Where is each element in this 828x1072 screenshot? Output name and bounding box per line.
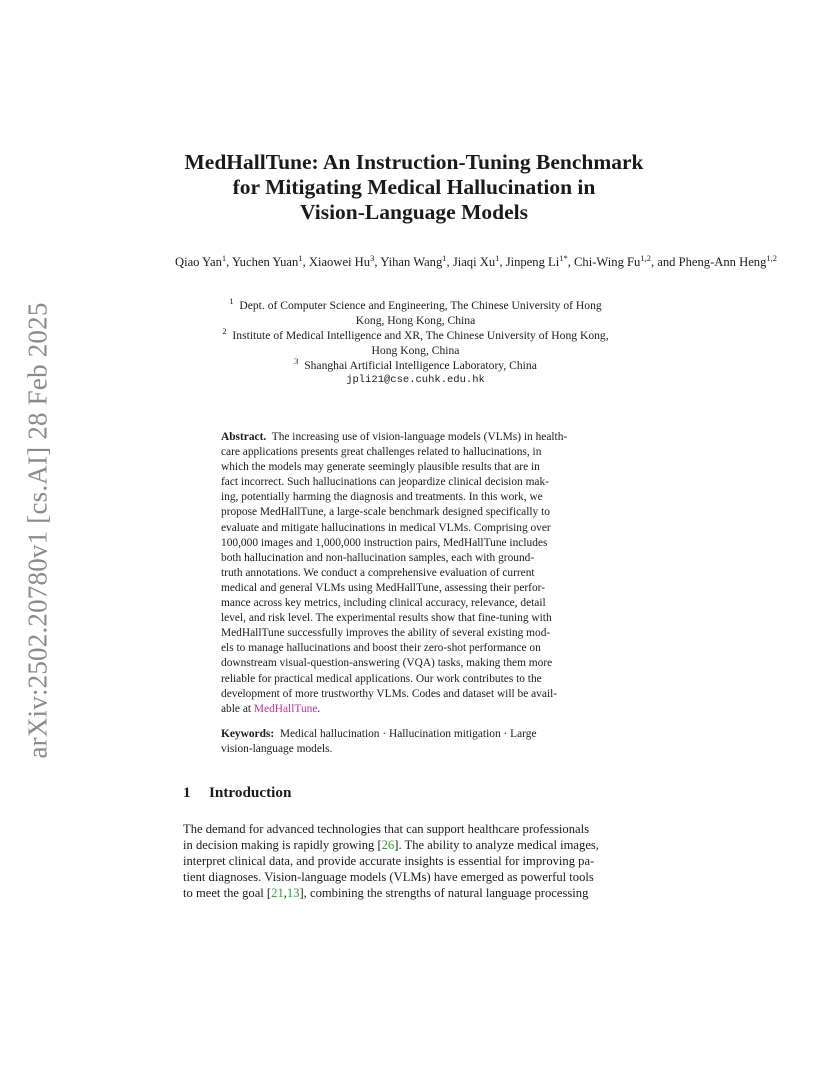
- author-name: Chi-Wing Fu: [574, 255, 641, 269]
- author-affiliation-mark: 3: [370, 253, 375, 263]
- abstract-line: care applications presents great challenges related to hallucinations, in: [221, 446, 542, 459]
- affiliation-line: [188, 358, 643, 373]
- author-separator: ,: [226, 255, 232, 269]
- abstract-line: which the models may generate seemingly plausible results that are in: [221, 461, 540, 474]
- dataset-link[interactable]: MedHallTune: [253, 702, 318, 715]
- arxiv-identifier: arXiv:2502.20780v1 [cs.AI] 28 Feb 2025: [22, 301, 53, 759]
- author-name: Xiaowei Hu: [308, 255, 371, 269]
- abstract-text: able at: [221, 702, 254, 715]
- title-line: MedHallTune: An Instruction-Tuning Benchmark: [184, 150, 644, 174]
- author-name: Jinpeng Li: [505, 255, 560, 269]
- author-affiliation-mark: 1: [495, 253, 500, 263]
- abstract-line: downstream visual-question-answering (VQA) tasks, making them more: [221, 657, 553, 670]
- paragraph-line: [183, 885, 653, 901]
- author-name: Yihan Wang: [380, 255, 443, 269]
- affiliation-text: Dept. of Computer Science and Engineering, The Chinese University of Hong: [239, 299, 602, 312]
- affiliation-line: Hong Kong, China: [371, 344, 460, 357]
- abstract-label: Abstract.: [221, 431, 267, 443]
- paragraph-text: in decision making is rapidly growing [: [183, 838, 382, 852]
- author-separator: ,: [446, 255, 453, 269]
- abstract-line: fact incorrect. Such hallucinations can jeopardize clinical decision mak-: [221, 476, 549, 489]
- abstract-text: .: [317, 702, 321, 715]
- author-name: Qiao Yan: [175, 255, 222, 269]
- author-affiliation-mark: 1,2: [766, 253, 778, 263]
- keywords-text: Medical hallucination · Hallucination mitigation · Large: [279, 728, 537, 740]
- keywords-label: Keywords:: [221, 728, 275, 740]
- author-separator: ,: [374, 255, 381, 269]
- keywords-line: vision-language models.: [221, 743, 333, 756]
- affiliation-line: [188, 298, 643, 313]
- author-separator: ,: [567, 255, 575, 269]
- author-list: [175, 253, 778, 271]
- abstract-line: medical and general VLMs using MedHallTune, assessing their perfor-: [221, 581, 546, 594]
- paragraph-line: [183, 837, 653, 853]
- abstract-line: evaluate and mitigate hallucinations in medical VLMs. Comprising over: [221, 521, 551, 534]
- citation-link[interactable]: 13: [286, 886, 300, 900]
- abstract-line: reliable for practical medical applications. Our work contributes to the: [221, 672, 542, 685]
- author-name: Jiaqi Xu: [452, 255, 496, 269]
- section-title: Introduction: [209, 784, 292, 801]
- paper-title: [150, 150, 678, 225]
- keywords: [221, 727, 615, 757]
- title-line: for Mitigating Medical Hallucination in: [232, 175, 596, 199]
- abstract-line: both hallucination and non-hallucination samples, each with ground-: [221, 551, 535, 564]
- citation-link[interactable]: 21: [271, 886, 284, 900]
- author-name: Yuchen Yuan: [231, 255, 299, 269]
- paragraph-text: to meet the goal [: [183, 886, 272, 900]
- author-affiliation-mark: 1: [221, 253, 227, 263]
- affiliation-mark: 2: [222, 326, 227, 336]
- author-affiliation-mark: 1: [442, 253, 447, 263]
- author-separator: ,: [650, 255, 658, 269]
- abstract-line: development of more trustworthy VLMs. Codes and dataset will be avail-: [221, 687, 558, 700]
- keywords-line: [221, 727, 615, 742]
- abstract-line: mance across key metrics, including clinical accuracy, relevance, detail: [221, 597, 546, 610]
- abstract-line: truth annotations. We conduct a comprehensive evaluation of current: [221, 566, 535, 579]
- abstract: [221, 430, 615, 717]
- abstract-line: [221, 430, 615, 445]
- affiliation-mark: 3: [294, 356, 299, 366]
- paragraph-line: tient diagnoses. Vision-language models (VLMs) have emerged as powerful tools: [183, 870, 594, 884]
- arxiv-sidebar-stamp: [18, 295, 58, 765]
- author-affiliation-mark: 1*: [559, 253, 568, 263]
- abstract-line: els to manage hallucinations and boost their zero-shot performance on: [221, 642, 541, 655]
- abstract-line: 100,000 images and 1,000,000 instruction pairs, MedHallTune includes: [221, 536, 548, 549]
- abstract-line: ing, potentially harming the diagnosis and treatments. In this work, we: [221, 491, 543, 504]
- introduction-paragraph: [183, 821, 653, 901]
- contact-email[interactable]: jpli21@cse.cuhk.edu.hk: [346, 374, 485, 386]
- affiliation-text: Shanghai Artificial Intelligence Laboratory, China: [304, 359, 537, 372]
- affiliation-line: Kong, Hong Kong, China: [355, 314, 476, 327]
- citation-separator: ,: [283, 886, 287, 900]
- affiliation-line: [188, 328, 643, 343]
- abstract-line: MedHallTune successfully improves the ability of several existing mod-: [221, 627, 551, 640]
- abstract-line: level, and risk level. The experimental results show that fine-tuning with: [221, 612, 552, 625]
- paragraph-text: ]. The ability to analyze medical images,: [394, 838, 599, 852]
- author-affiliation-mark: 1: [298, 253, 303, 263]
- section-heading-introduction: [183, 784, 291, 802]
- affiliation-text: Institute of Medical Intelligence and XR, The Chinese University of Hong Kong,: [232, 329, 609, 342]
- abstract-line: propose MedHallTune, a large-scale benchmark designed specifically to: [221, 506, 550, 519]
- paragraph-line: interpret clinical data, and provide accurate insights is essential for improving pa-: [183, 854, 595, 868]
- citation-link[interactable]: 26: [381, 838, 395, 852]
- paragraph-text: ], combining the strengths of natural language processing: [299, 886, 589, 900]
- author-separator: ,: [499, 255, 506, 269]
- abstract-line: [221, 702, 615, 717]
- author-separator: ,: [302, 255, 309, 269]
- author-affiliation-mark: 1,2: [640, 253, 651, 263]
- abstract-text: The increasing use of vision-language models (VLMs) in health-: [271, 431, 568, 443]
- affiliation-mark: 1: [229, 296, 234, 306]
- section-number: 1: [183, 784, 191, 801]
- affiliations: [188, 298, 643, 388]
- author-line: [175, 253, 778, 271]
- author-and: and: [657, 255, 676, 269]
- title-line: Vision-Language Models: [300, 200, 528, 224]
- author-name: Pheng-Ann Heng: [678, 255, 767, 269]
- paragraph-line: The demand for advanced technologies that can support healthcare professionals: [183, 822, 589, 836]
